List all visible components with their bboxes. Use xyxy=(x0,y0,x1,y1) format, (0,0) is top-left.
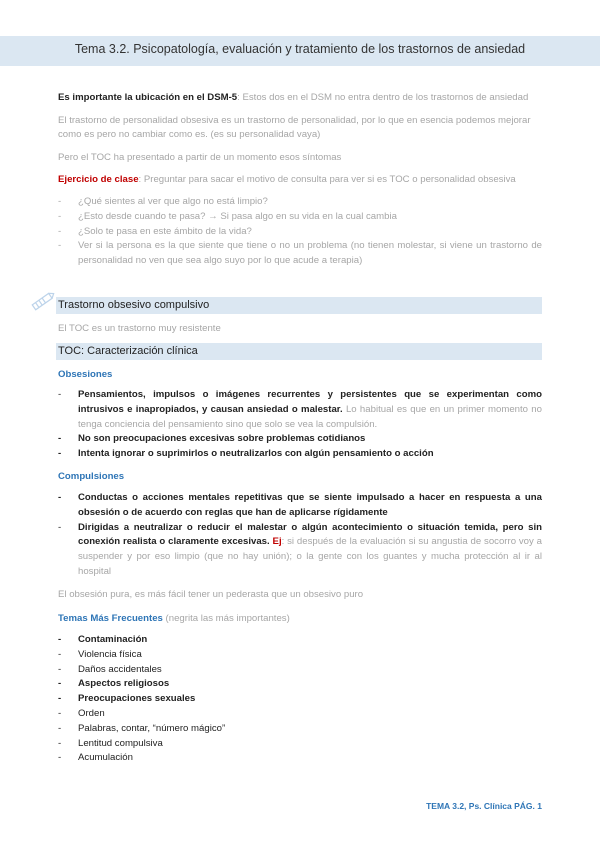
list-item: - ¿Solo te pasa en este ámbito de la vida? xyxy=(58,225,542,240)
resistant-paragraph: El TOC es un trastorno muy resistente xyxy=(58,323,221,334)
temas-list xyxy=(58,633,542,766)
temas-heading: Temas Más Frecuentes xyxy=(58,613,163,624)
list-item: - Acumulación xyxy=(58,751,542,766)
section-toc: Trastorno obsesivo compulsivo xyxy=(56,297,542,314)
obs-item-grey: Lo habitual es que en un primer momento no tenga conciencia del pensamiento sino que solo se vea la compulsión. xyxy=(78,403,542,430)
list-item xyxy=(58,521,542,580)
section-clinical: TOC: Caracterización clínica xyxy=(56,343,542,360)
list-item: - Intenta ignorar o suprimirlos o neutralizarlos con algún pensamiento o acción xyxy=(58,447,542,462)
toc-paragraph: Pero el TOC ha presentado a partir de un momento esos síntomas xyxy=(58,152,342,163)
exercise-text: : Preguntar para sacar el motivo de consulta para ver si es TOC o personalidad obsesiva xyxy=(138,174,516,185)
pencil-icon xyxy=(28,290,58,312)
list-item: - No son preocupaciones excesivas sobre problemas cotidianos xyxy=(58,432,542,447)
dsm-rest: : Estos dos en el DSM no entra dentro de los trastornos de ansiedad xyxy=(237,92,529,103)
comp-item-bold: Dirigidas a neutralizar o reducir el malestar o algún acontecimiento o situación temida, pero sin conexión realista o claramente excesivas. xyxy=(78,521,542,548)
page-footer: TEMA 3.2, Ps. Clínica PÁG. 1 xyxy=(426,801,542,811)
list-item: - Daños accidentales xyxy=(58,663,542,678)
list-item: - Preocupaciones sexuales xyxy=(58,692,542,707)
obs-item-bold: Pensamientos, impulsos o imágenes recurrentes y persistentes que se experimentan como intrusivos e inapropiados, y causan ansiedad o malestar. xyxy=(78,389,542,415)
page-title: Tema 3.2. Psicopatología, evaluación y tratamiento de los trastornos de ansiedad xyxy=(74,42,526,56)
list-item xyxy=(58,388,542,432)
list-item: - Conductas o acciones mentales repetitivas que se siente impulsado a hacer en respuesta a una obsesión o de acuerdo con reglas que han de aplicarse rígidamente xyxy=(58,491,542,521)
compulsiones-list xyxy=(58,491,542,580)
list-item: - Lentitud compulsiva xyxy=(58,737,542,752)
personality-paragraph: El trastorno de personalidad obsesiva es un trastorno de personalidad, por lo que en esencia podemos mejorar como es pero no cambiar como es. (es su personalidad vaya) xyxy=(58,115,531,140)
list-item: - Aspectos religiosos xyxy=(58,677,542,692)
list-item: - Orden xyxy=(58,707,542,722)
list-item: - Palabras, contar, “número mágico” xyxy=(58,722,542,737)
dsm-bold: Es importante la ubicación en el DSM-5 xyxy=(58,92,238,103)
dsm-paragraph xyxy=(58,91,542,105)
temas-note: (negrita las más importantes) xyxy=(165,613,290,624)
list-item: - Ver si la persona es la que siente que tiene o no un problema (no tienen molestar, si viene un trastorno de personalidad no ven que sea algo suyo por lo que acude a terapia) xyxy=(58,239,542,269)
pure-obsession-paragraph: El obsesión pura, es más fácil tener un pederasta que un obsesivo puro xyxy=(58,589,364,600)
temas-heading-row xyxy=(58,612,542,626)
compulsiones-heading: Compulsiones xyxy=(58,471,125,482)
comp-item-grey: : si después de la evaluación si su angustia de socorro voy a suspender y por eso limpio (que no hay unión); o la gente con los guantes y mucha protección al ir al hospital xyxy=(78,536,542,577)
list-item: - Violencia física xyxy=(58,648,542,663)
exercise-paragraph xyxy=(58,173,542,187)
exercise-label: Ejercicio de clase xyxy=(58,174,139,185)
question-list xyxy=(58,195,542,269)
list-item: - Contaminación xyxy=(58,633,542,648)
comp-item-ej: Ej xyxy=(269,536,282,548)
obsesiones-list xyxy=(58,388,542,462)
list-item: - ¿Esto desde cuando te pasa? → Si pasa algo en su vida en la cual cambia xyxy=(58,210,542,225)
obsesiones-heading: Obsesiones xyxy=(58,369,113,380)
list-item: - ¿Qué sientes al ver que algo no está limpio? xyxy=(58,195,542,210)
